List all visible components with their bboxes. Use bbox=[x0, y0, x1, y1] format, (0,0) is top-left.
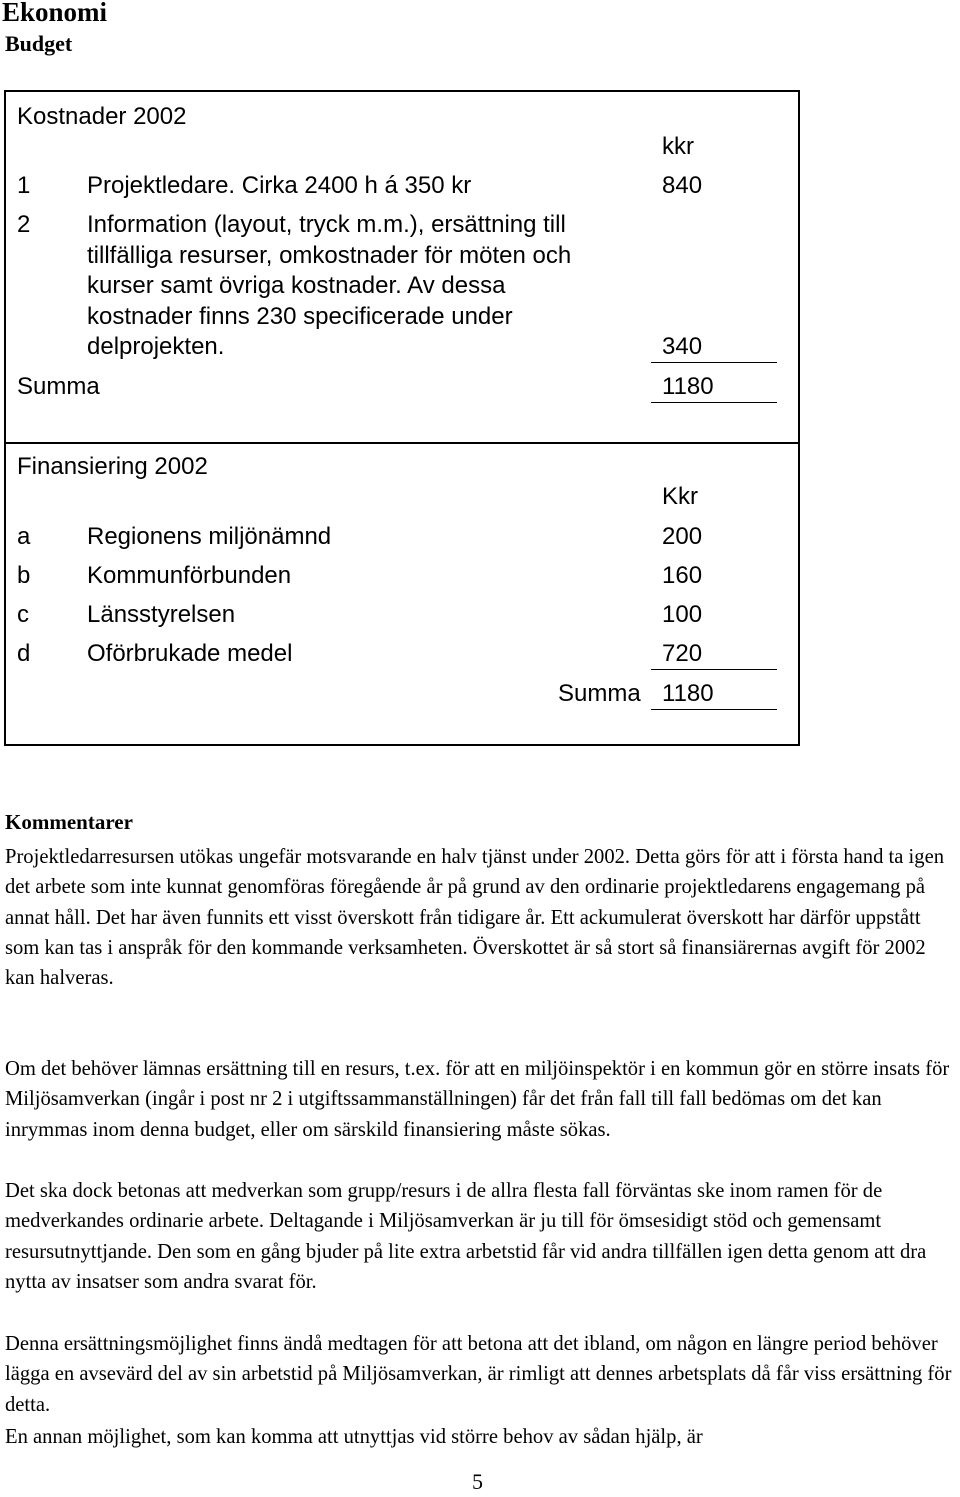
cost-row-desc-line: kurser samt övriga kostnader. Av dessa bbox=[87, 272, 506, 299]
financing-unit: Kkr bbox=[662, 483, 698, 510]
financing-row-desc: Kommunförbunden bbox=[87, 562, 292, 589]
cost-row-desc-line: tillfälliga resurser, omkostnader för möten och bbox=[87, 242, 572, 269]
underline bbox=[651, 402, 777, 403]
comments-paragraph bbox=[5, 1054, 960, 1145]
financing-row-amount: 200 bbox=[662, 523, 703, 550]
cost-row-amount: 840 bbox=[662, 172, 703, 199]
underline bbox=[651, 669, 777, 670]
page-number: 5 bbox=[472, 1469, 483, 1494]
cost-row-amount: 340 bbox=[662, 333, 703, 360]
comments-paragraph bbox=[5, 1422, 960, 1452]
costs-sum-value: 1180 bbox=[662, 373, 714, 400]
page-title: Ekonomi bbox=[2, 0, 108, 27]
paragraph-text: Projektledarresursen utökas ungefär motsvarande en halv tjänst under 2002. Detta görs för att i första hand ta igen det arbete som inte kunnat genomföras föregående år på grund av den ordinarie projektledarens engagemang på annat håll. Det har även funnits ett visst överskott från tidigare år. Ett ackumulerat överskott har därför uppstått som kan tas i anspråk för den kommande verksamheten. Överskottet är så stort så finansiärernas avgift för 2002 kan halveras. bbox=[5, 846, 945, 990]
financing-row-letter: b bbox=[17, 562, 31, 589]
underline bbox=[651, 709, 777, 710]
paragraph-text: Det ska dock betonas att medverkan som grupp/resurs i de allra flesta fall förväntas ske inom ramen för de medverkandes ordinarie arbete. Deltagande i Miljösamverkan är ju till för ömsesidigt stöd och gemensamt resursutnyttjande. Den som en gång bjuder på lite extra arbetstid får vid andra tillfällen igen detta genom att dra nytta av insatser som andra svarat för. bbox=[5, 1180, 927, 1293]
financing-sum-label: Summa bbox=[558, 680, 641, 707]
financing-row-desc: Länsstyrelsen bbox=[87, 601, 236, 628]
financing-row-amount: 100 bbox=[662, 601, 703, 628]
financing-row-desc: Oförbrukade medel bbox=[87, 640, 293, 667]
financing-row-letter: d bbox=[17, 640, 31, 667]
comments-title: Kommentarer bbox=[5, 810, 133, 834]
financing-row-desc: Regionens miljönämnd bbox=[87, 523, 332, 550]
page-subtitle: Budget bbox=[5, 31, 73, 56]
cost-row-num: 1 bbox=[17, 172, 31, 199]
cost-row-desc: Projektledare. Cirka 2400 h á 350 kr bbox=[87, 172, 472, 199]
budget-table bbox=[4, 90, 800, 746]
financing-row-letter: c bbox=[17, 601, 29, 628]
cost-row-desc-line: delprojekten. bbox=[87, 333, 225, 360]
comments-paragraph bbox=[5, 1329, 960, 1420]
paragraph-text: Om det behöver lämnas ersättning till en resurs, t.ex. för att en miljöinspektör i en kommun gör en större insats för Miljösamverkan (ingår i post nr 2 i utgiftssammanställningen) får det från fall till fall bedömas om det kan inrymmas inom denna budget, eller om särskild finansiering måste sökas. bbox=[5, 1058, 950, 1141]
comments-paragraph bbox=[5, 1176, 960, 1297]
comments-paragraph bbox=[5, 842, 960, 993]
financing-row-amount: 720 bbox=[662, 640, 703, 667]
costs-title: Kostnader 2002 bbox=[17, 103, 187, 130]
financing-row-amount: 160 bbox=[662, 562, 703, 589]
costs-unit: kkr bbox=[662, 133, 694, 160]
underline bbox=[651, 362, 777, 363]
paragraph-text: Denna ersättningsmöjlighet finns ändå medtagen för att betona att det ibland, om någon en längre period behöver lägga en avsevärd del av sin arbetstid på Miljösamverkan, är rimligt att dennes arbetsplats då får viss ersättning för detta. bbox=[5, 1333, 952, 1416]
paragraph-text: En annan möjlighet, som kan komma att utnyttjas vid större behov av sådan hjälp, är bbox=[5, 1426, 703, 1448]
financing-title: Finansiering 2002 bbox=[17, 453, 208, 480]
costs-sum-label: Summa bbox=[17, 373, 100, 400]
financing-sum-value: 1180 bbox=[662, 680, 714, 707]
financing-row-letter: a bbox=[17, 523, 31, 550]
cost-row-desc-line: Information (layout, tryck m.m.), ersättning till bbox=[87, 211, 566, 238]
cost-row-num: 2 bbox=[17, 211, 31, 238]
table-divider bbox=[6, 442, 798, 444]
cost-row-desc-line: kostnader finns 230 specificerade under bbox=[87, 303, 513, 330]
